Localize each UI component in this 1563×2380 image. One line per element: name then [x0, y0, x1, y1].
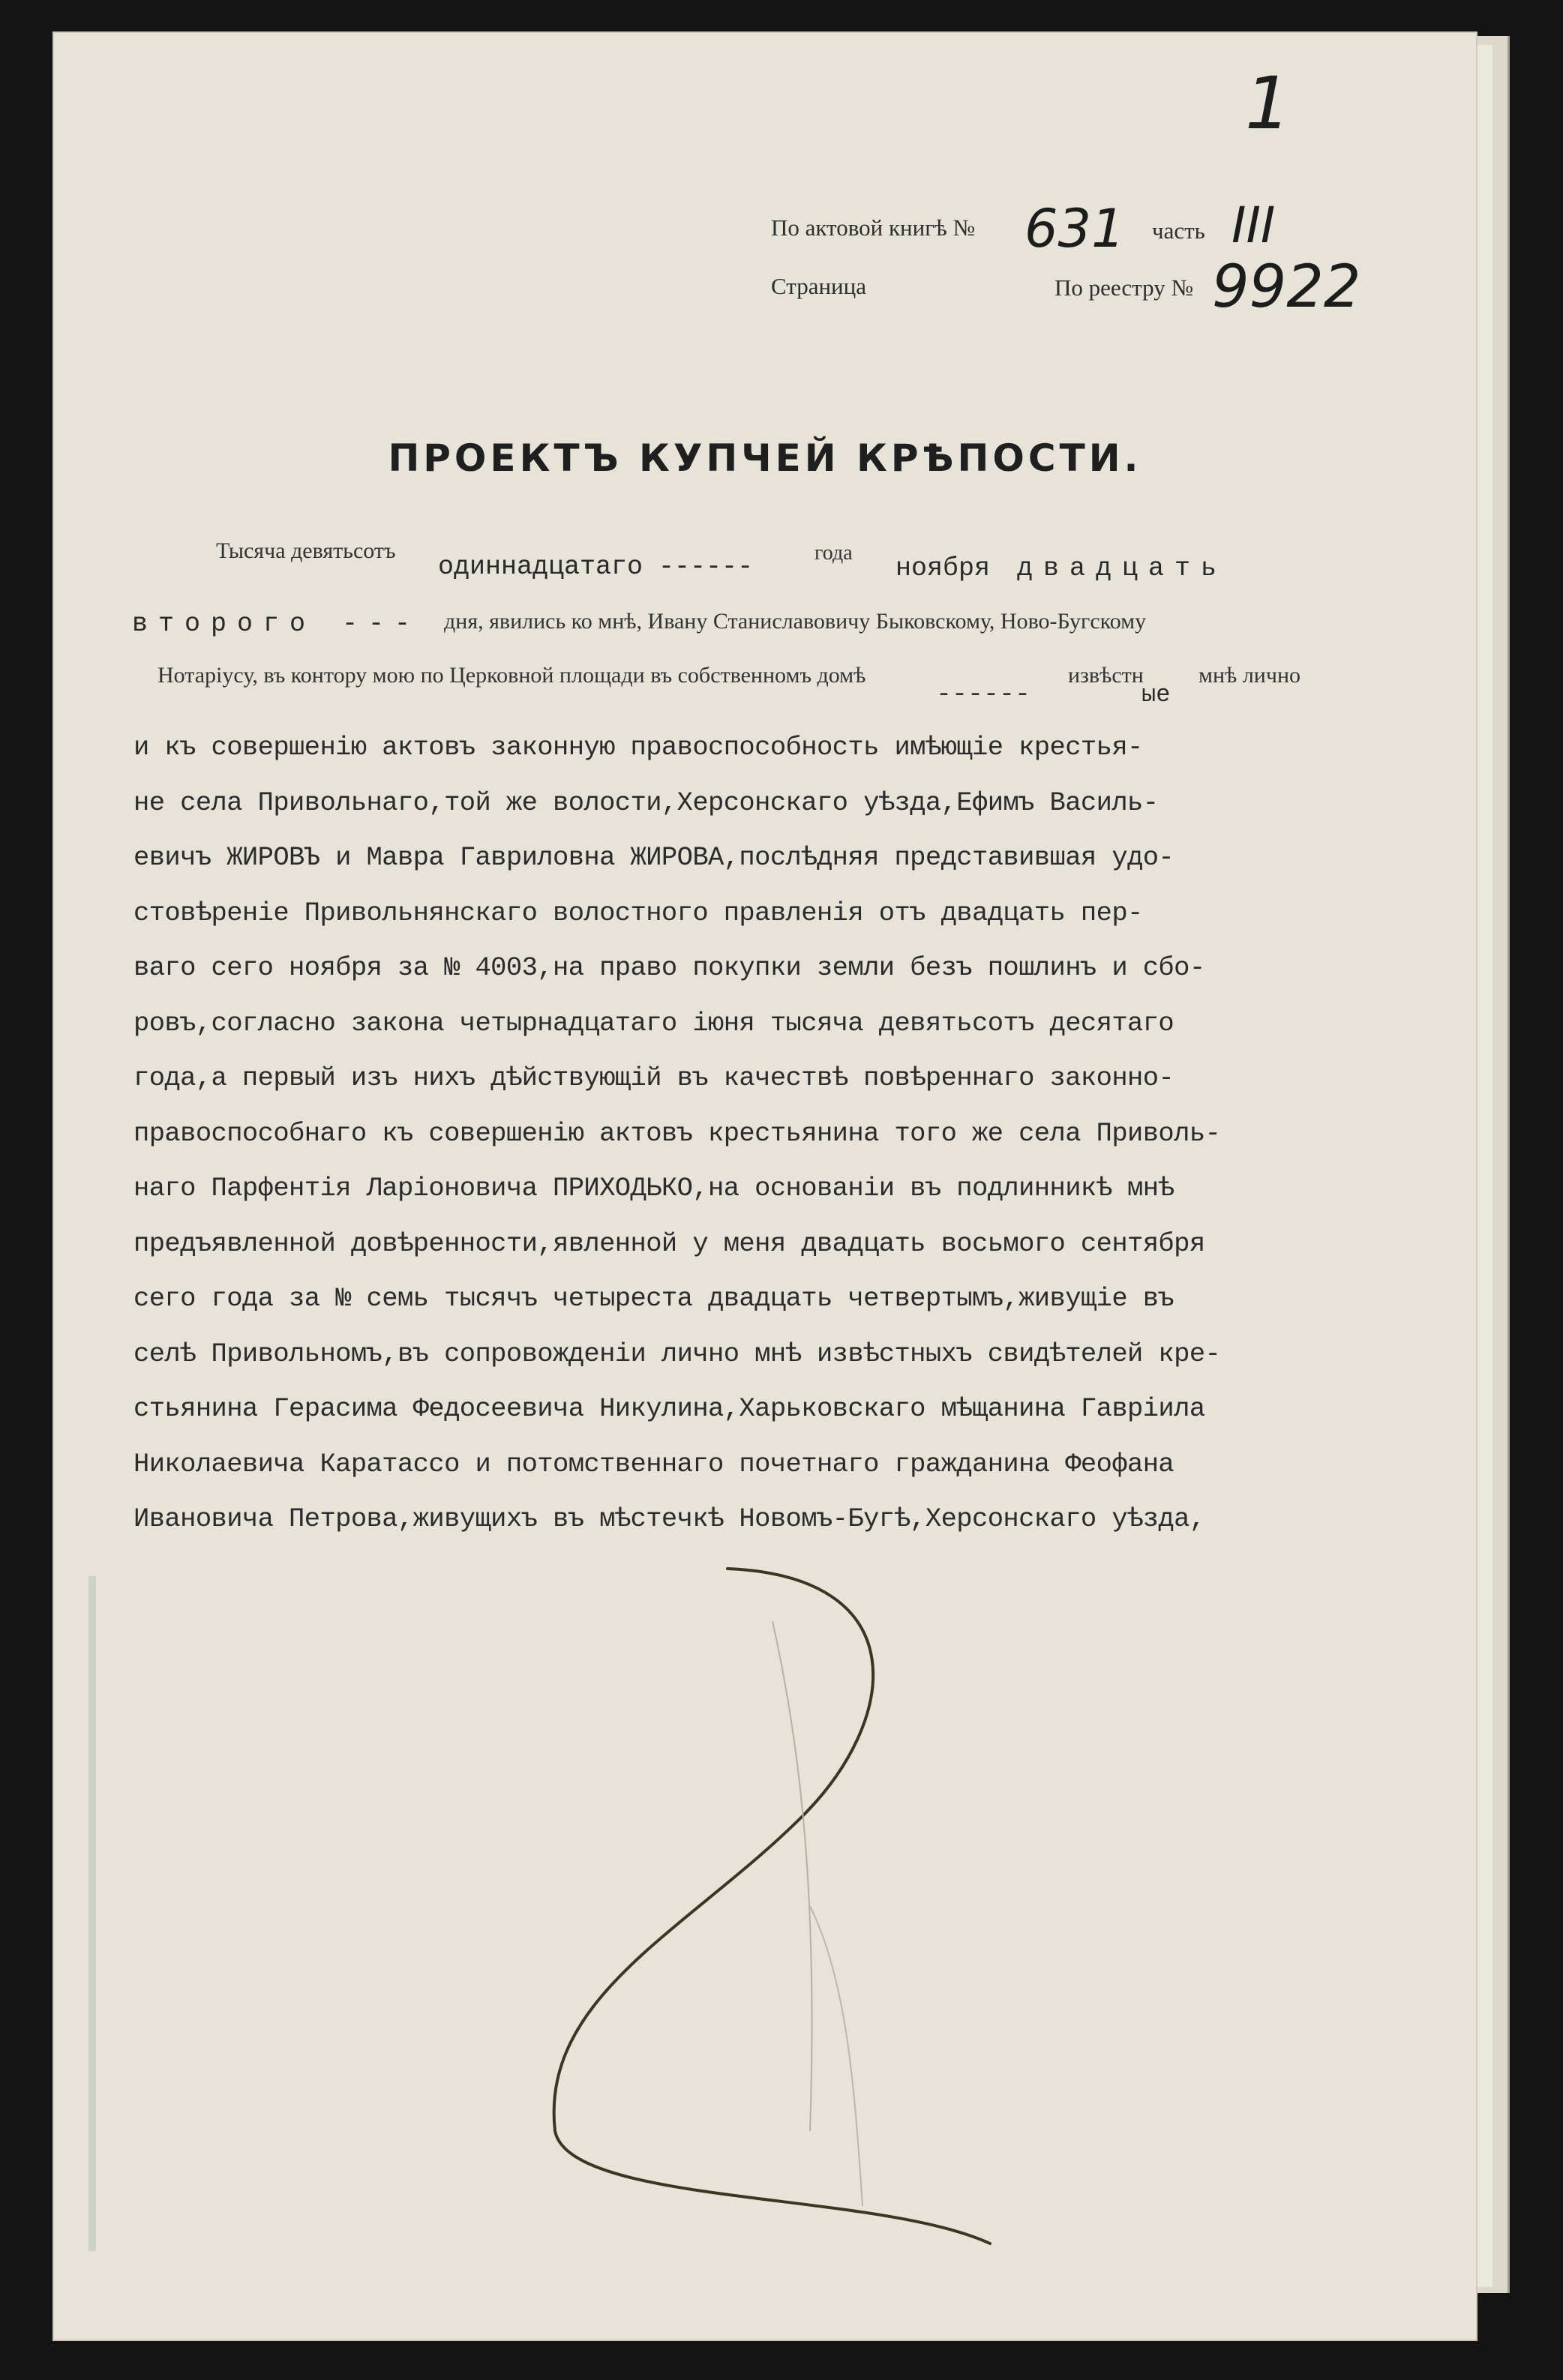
body-line: Николаевича Каратассо и потомственнаго почетнаго гражданина Феофана — [134, 1448, 1174, 1479]
body-line: предъявленной довѣренности,явленной у меня двадцать восьмого сентября — [134, 1227, 1205, 1259]
body-line: ровъ,согласно закона четырнадцатаго іюня тысяча девятьсотъ десятаго — [134, 1007, 1174, 1039]
month-typed: ноября — [896, 553, 991, 583]
body-line: правоспособнаго къ совершенію актовъ крестьянина того же села Приволь- — [134, 1117, 1221, 1149]
day-typed-1: двадцать — [1017, 553, 1228, 583]
known-suffix: ые — [1142, 681, 1171, 709]
registry-number: 9922 — [1212, 253, 1361, 321]
page-number: 1 — [1245, 61, 1292, 145]
part-label: часть — [1152, 217, 1205, 244]
personally-text: мнѣ лично — [1198, 663, 1300, 688]
act-book-label: По актовой книгѣ № — [771, 214, 976, 241]
thousand-label: Тысяча девятьсотъ — [216, 538, 396, 563]
year-label: года — [814, 541, 853, 565]
notary-text: Нотаріусу, въ контору мою по Церковной площади въ собственномъ домѣ — [158, 663, 866, 688]
body-line: евичъ ЖИРОВЪ и Мавра Гавриловна ЖИРОВА,послѣдняя представившая удо- — [134, 842, 1174, 873]
cancellation-flourish — [52, 31, 1478, 2341]
body-line: года,а первый изъ нихъ дѣйствующій въ качествѣ повѣреннаго законно- — [134, 1063, 1174, 1093]
appeared-text: дня, явились ко мнѣ, Ивану Станиславовичу Быковскому, Ново-Бугскому — [444, 609, 1147, 634]
body-line: и къ совершенію актовъ законную правоспособность имѣющіе крестья- — [134, 732, 1143, 763]
body-line: наго Парфентія Ларіоновича ПРИХОДЬКО,на основаніи въ подлинникѣ мнѣ — [134, 1173, 1174, 1203]
body-line: не села Привольнаго,той же волости,Херсонскаго уѣзда,Ефимъ Василь- — [134, 787, 1159, 818]
blank-dashes: ------ — [936, 679, 1031, 709]
body-line: селѣ Привольномъ,въ сопровожденіи лично мнѣ извѣстныхъ свидѣтелей кре- — [134, 1338, 1221, 1369]
day-typed-2: второго --- — [132, 609, 422, 639]
body-line: ваго сего ноября за № 4003,на право покупки земли безъ пошлинъ и сбо- — [134, 952, 1205, 983]
page-label: Страница — [771, 273, 866, 299]
document-page — [52, 31, 1478, 2341]
known-text: извѣстн — [1068, 663, 1144, 688]
body-line: стьянина Герасима Федосеевича Никулина,Харьковскаго мѣщанина Гавріила — [134, 1393, 1205, 1424]
document-title: ПРОЕКТЪ КУПЧЕЙ КРѢПОСТИ. — [388, 436, 1142, 480]
body-line: Ивановича Петрова,живущихъ въ мѣстечкѣ Новомъ-Бугѣ,Херсонскаго уѣзда, — [134, 1503, 1205, 1534]
part-value: III — [1232, 196, 1276, 254]
act-book-number: 631 — [1024, 198, 1125, 259]
body-line: сего года за № семь тысячъ четыреста двадцать четвертымъ,живущіе въ — [134, 1283, 1174, 1314]
body-line: стовѣреніе Привольнянскаго волостного правленія отъ двадцать пер- — [134, 897, 1143, 928]
registry-label: По реестру № — [1054, 274, 1194, 301]
year-typed: одиннадцатаго ------ — [438, 552, 754, 582]
